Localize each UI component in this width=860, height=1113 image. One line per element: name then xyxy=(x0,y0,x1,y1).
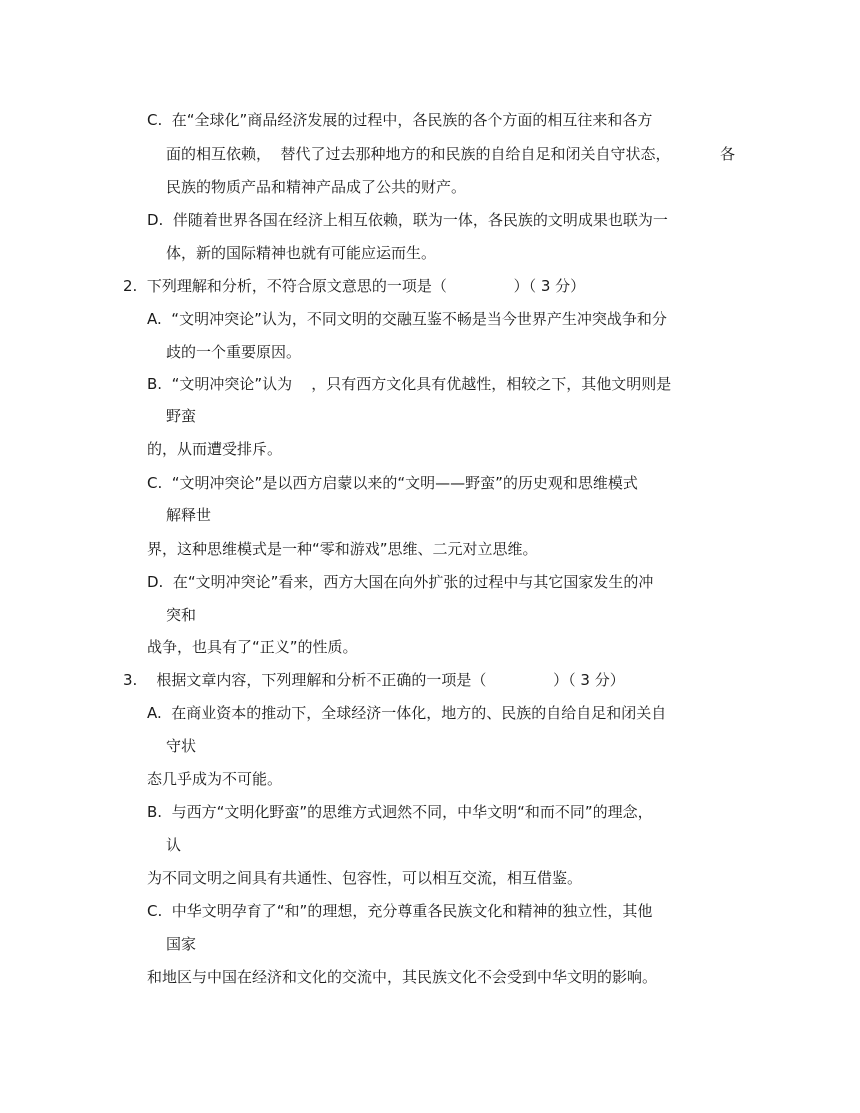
q1-option-c-line-1: C. 在“全球化”商品经济发展的过程中，各民族的各个方面的相互往来和各方 xyxy=(147,111,653,129)
q1-option-d-line-1: D. 伴随着世界各国在经济上相互依赖，联为一体，各民族的文明成果也联为一 xyxy=(147,211,668,229)
q1-option-c-line-3: 民族的物质产品和精神产品成了公共的财产。 xyxy=(166,178,467,196)
q1-option-d-line-2: 体，新的国际精神也就有可能应运而生。 xyxy=(166,244,437,262)
q2-option-d-line-1: D. 在“文明冲突论”看来，西方大国在向外扩张的过程中与其它国家发生的冲 xyxy=(147,573,654,591)
q2-option-b-line-1: B. “文明冲突论”认为 ，只有西方文化具有优越性，相较之下，其他文明则是 xyxy=(147,375,672,393)
question-3-stem: 3. 根据文章内容，下列理解和分析不正确的一项是（ ）（ 3 分） xyxy=(123,671,625,689)
q3-option-b-line-2: 认 xyxy=(166,836,182,854)
q2-option-c-line-1: C. “文明冲突论”是以西方启蒙以来的“文明——野蛮”的历史观和思维模式 xyxy=(147,474,638,492)
q2-option-a-line-1: A. “文明冲突论”认为，不同文明的交融互鉴不畅是当今世界产生冲突战争和分 xyxy=(147,310,667,328)
q2-option-d-line-2: 突和 xyxy=(166,606,197,624)
q2-option-c-line-3: 界，这种思维模式是一种“零和游戏”思维、二元对立思维。 xyxy=(147,540,538,558)
q2-option-a-line-2: 歧的一个重要原因。 xyxy=(166,343,302,361)
q3-option-a-line-2: 守状 xyxy=(166,737,197,755)
q2-option-b-line-3: 的，从而遭受排斥。 xyxy=(147,440,283,458)
q1-option-c-line-2-end: 各 xyxy=(720,145,736,163)
question-2-stem: 2. 下列理解和分析，不符合原文意思的一项是（ ）（ 3 分） xyxy=(123,277,586,295)
q2-option-c-line-2: 解释世 xyxy=(166,506,212,524)
q3-option-a-line-3: 态几乎成为不可能。 xyxy=(147,770,283,788)
q3-option-a-line-1: A. 在商业资本的推动下，全球经济一体化，地方的、民族的自给自足和闭关自 xyxy=(147,704,667,722)
q3-option-c-line-3: 和地区与中国在经济和文化的交流中，其民族文化不会受到中华文明的影响。 xyxy=(147,968,658,986)
q3-option-b-line-3: 为不同文明之间具有共通性、包容性，可以相互交流，相互借鉴。 xyxy=(147,869,583,887)
q3-option-c-line-1: C. 中华文明孕育了“和”的理想，充分尊重各民族文化和精神的独立性，其他 xyxy=(147,902,653,920)
q1-option-c-line-2: 面的相互依赖， 替代了过去那种地方的和民族的自给自足和闭关自守状态， xyxy=(166,145,671,163)
q2-option-b-line-2: 野蛮 xyxy=(166,407,197,425)
q3-option-b-line-1: B. 与西方“文明化野蛮”的思维方式迥然不同，中华文明“和而不同”的理念， xyxy=(147,803,653,821)
q2-option-d-line-3: 战争，也具有了“正义”的性质。 xyxy=(147,638,358,656)
q3-option-c-line-2: 国家 xyxy=(166,935,197,953)
